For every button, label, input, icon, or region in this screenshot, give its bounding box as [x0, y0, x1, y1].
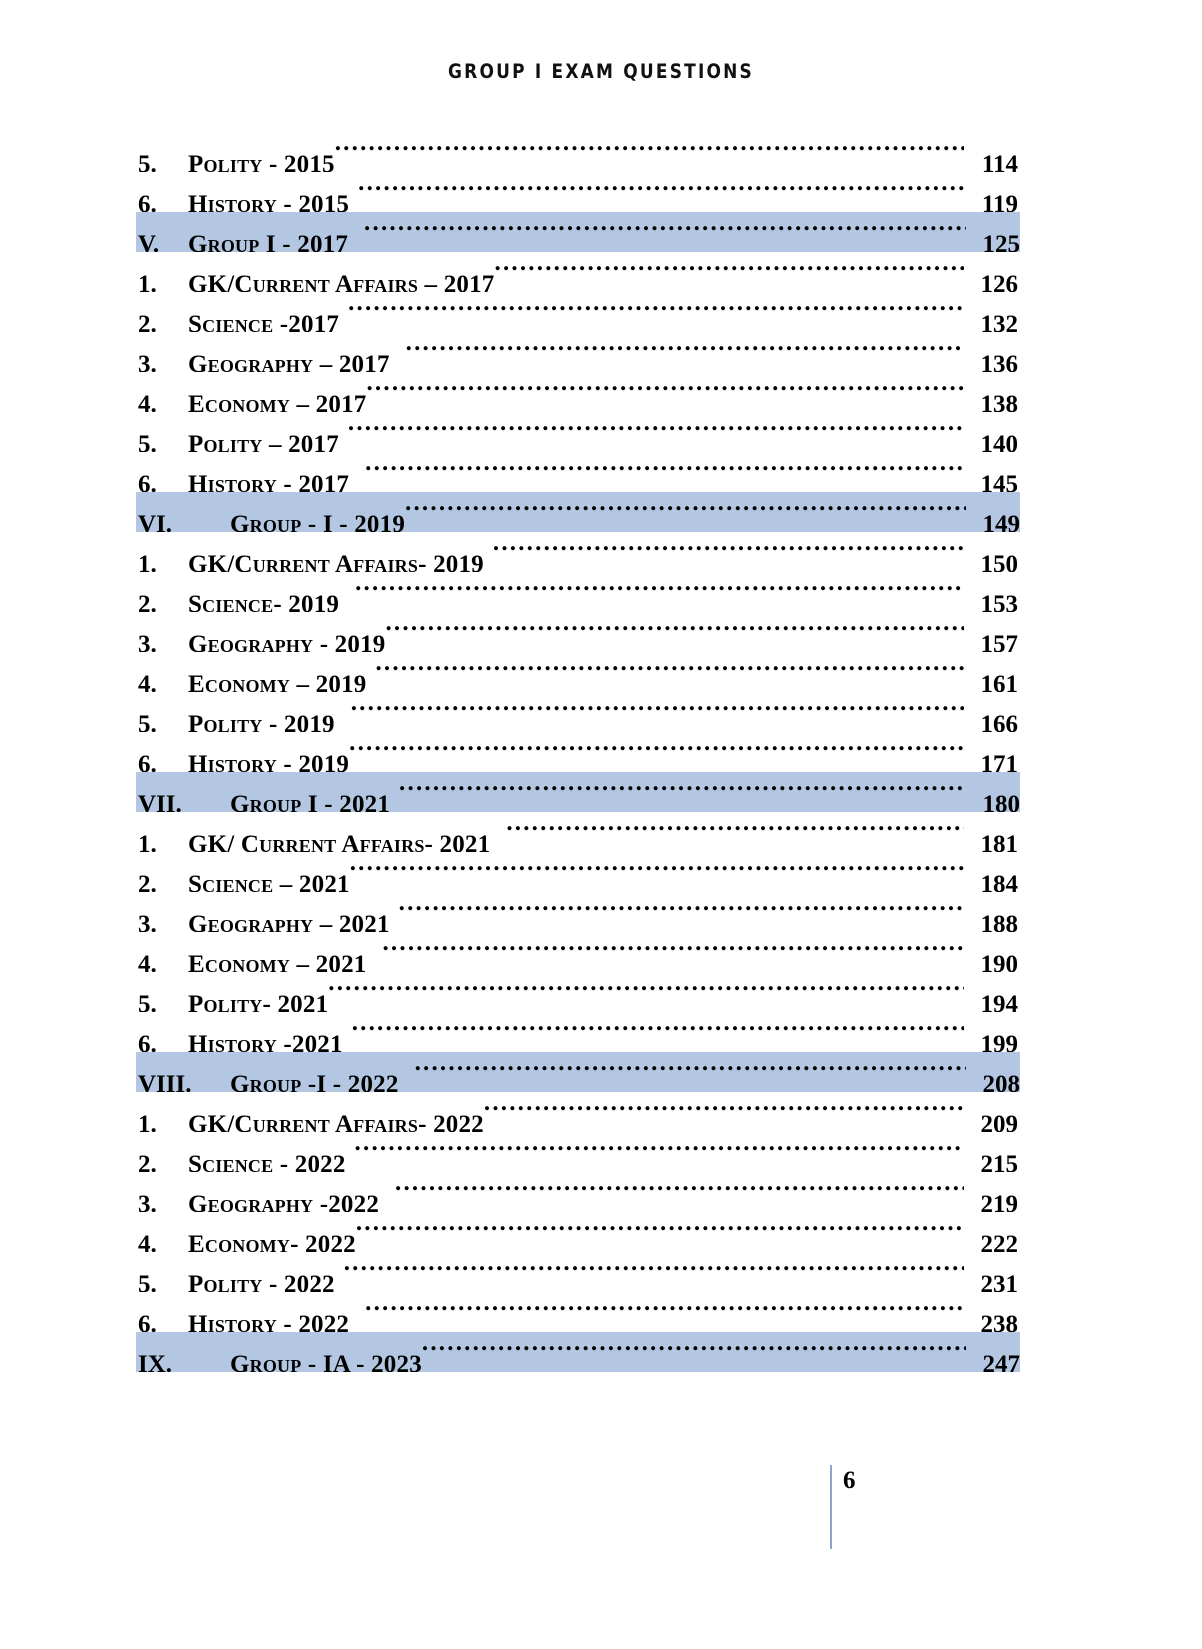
toc-entry-title: Economy – 2019 [188, 671, 367, 692]
toc-dot-leader [365, 1292, 964, 1332]
toc-dot-leader [375, 652, 964, 692]
toc-entry-row[interactable] [138, 1252, 1018, 1292]
toc-entry-title: Science- 2019 [188, 591, 340, 612]
toc-dot-leader [506, 812, 964, 852]
toc-entry-number: 6. [138, 471, 157, 492]
toc-entry-title: Polity - 2019 [188, 711, 335, 732]
toc-entry-title: Science -2017 [188, 311, 340, 332]
toc-entry-number: 1. [138, 1111, 157, 1132]
toc-entry-row[interactable] [138, 452, 1018, 492]
toc-dot-leader [366, 372, 964, 412]
toc-entry-title: History - 2017 [188, 471, 350, 492]
toc-entry-row[interactable] [138, 732, 1018, 772]
toc-entry-title: Geography -2022 [188, 1191, 380, 1212]
toc-entry-number: 6. [138, 751, 157, 772]
toc-section-row[interactable] [136, 212, 1020, 252]
toc-entry-number: 4. [138, 671, 157, 692]
toc-entry-page-number: 153 [980, 591, 1018, 612]
page-footer [0, 1465, 1202, 1555]
toc-entry-title: Group -I - 2022 [230, 1071, 399, 1092]
toc-entry-page-number: 231 [980, 1271, 1018, 1292]
toc-entry-row[interactable] [138, 892, 1018, 932]
toc-entry-title: History - 2022 [188, 1311, 350, 1332]
toc-entry-page-number: 125 [982, 231, 1020, 252]
toc-entry-row[interactable] [138, 132, 1018, 172]
toc-entry-title: Group I - 2021 [230, 791, 391, 812]
toc-entry-page-number: 238 [980, 1311, 1018, 1332]
toc-entry-title: Economy- 2022 [188, 1231, 356, 1252]
toc-dot-leader [415, 1052, 966, 1092]
toc-entry-row[interactable] [138, 812, 1018, 852]
toc-entry-page-number: 188 [980, 911, 1018, 932]
toc-dot-leader [355, 1132, 964, 1172]
toc-entry-page-number: 190 [980, 951, 1018, 972]
toc-entry-row[interactable] [138, 692, 1018, 732]
toc-entry-title: Polity - 2022 [188, 1271, 335, 1292]
toc-entry-row[interactable] [138, 1292, 1018, 1332]
toc-entry-number: 3. [138, 911, 157, 932]
toc-entry-title: Geography - 2019 [188, 631, 386, 652]
toc-dot-leader [385, 612, 964, 652]
toc-entry-number: 2. [138, 591, 157, 612]
toc-entry-row[interactable] [138, 532, 1018, 572]
toc-dot-leader [495, 252, 965, 292]
toc-entry-page-number: 114 [981, 151, 1018, 172]
toc-dot-leader [328, 972, 964, 1012]
toc-dot-leader [395, 1172, 964, 1212]
toc-dot-leader [348, 412, 964, 452]
toc-entry-number: 4. [138, 391, 157, 412]
toc-entry-number: 5. [138, 151, 157, 172]
toc-entry-number: V. [138, 231, 160, 252]
toc-entry-row[interactable] [138, 852, 1018, 892]
toc-dot-leader [355, 572, 964, 612]
toc-entry-title: Polity - 2015 [188, 151, 335, 172]
toc-dot-leader [406, 332, 964, 372]
toc-dot-leader [422, 1332, 966, 1372]
toc-section-row[interactable] [136, 1052, 1020, 1092]
toc-entry-title: History - 2015 [188, 191, 350, 212]
toc-entry-number: 3. [138, 1191, 157, 1212]
footer-page-number: 6 [843, 1467, 856, 1494]
toc-entry-page-number: 219 [980, 1191, 1018, 1212]
toc-dot-leader [382, 932, 964, 972]
toc-entry-row[interactable] [138, 172, 1018, 212]
toc-entry-number: 6. [138, 1031, 157, 1052]
toc-entry-row[interactable] [138, 652, 1018, 692]
toc-entry-page-number: 138 [980, 391, 1018, 412]
table-of-contents [138, 132, 1018, 1372]
toc-entry-row[interactable] [138, 1212, 1018, 1252]
toc-entry-page-number: 150 [980, 551, 1018, 572]
toc-entry-number: 1. [138, 271, 157, 292]
toc-entry-title: GK/Current Affairs- 2019 [188, 551, 484, 572]
toc-entry-page-number: 157 [980, 631, 1018, 652]
toc-entry-page-number: 136 [980, 351, 1018, 372]
toc-dot-leader [399, 772, 966, 812]
toc-entry-title: Geography – 2021 [188, 911, 390, 932]
toc-entry-row[interactable] [138, 1012, 1018, 1052]
toc-entry-title: Polity- 2021 [188, 991, 329, 1012]
toc-entry-row[interactable] [138, 972, 1018, 1012]
toc-section-row[interactable] [136, 772, 1020, 812]
toc-entry-page-number: 199 [980, 1031, 1018, 1052]
running-header [0, 62, 1202, 82]
toc-dot-leader [348, 292, 964, 332]
toc-entry-number: 5. [138, 991, 157, 1012]
toc-entry-row[interactable] [138, 412, 1018, 452]
toc-section-row[interactable] [136, 492, 1020, 532]
toc-entry-title: History - 2019 [188, 751, 350, 772]
toc-entry-page-number: 247 [982, 1351, 1020, 1372]
toc-entry-title: Polity – 2017 [188, 431, 339, 452]
toc-entry-number: 5. [138, 711, 157, 732]
toc-entry-title: GK/ Current Affairs- 2021 [188, 831, 491, 852]
toc-entry-number: 3. [138, 351, 157, 372]
toc-entry-title: Economy – 2017 [188, 391, 367, 412]
toc-entry-page-number: 161 [980, 671, 1018, 692]
toc-entry-title: GK/Current Affairs- 2022 [188, 1111, 484, 1132]
toc-entry-page-number: 126 [980, 271, 1018, 292]
toc-entry-number: 6. [138, 191, 157, 212]
toc-entry-number: 3. [138, 631, 157, 652]
toc-entry-number: VI. [138, 511, 173, 532]
toc-entry-number: 5. [138, 1271, 157, 1292]
toc-entry-title: Economy – 2021 [188, 951, 367, 972]
toc-entry-number: IX. [138, 1351, 173, 1372]
toc-dot-leader [358, 172, 964, 212]
toc-entry-title: Group - IA - 2023 [230, 1351, 422, 1372]
toc-entry-row[interactable] [138, 372, 1018, 412]
toc-entry-title: Geography – 2017 [188, 351, 390, 372]
toc-entry-page-number: 140 [980, 431, 1018, 452]
toc-entry-row[interactable] [138, 1132, 1018, 1172]
toc-entry-page-number: 180 [982, 791, 1020, 812]
toc-dot-leader [352, 1012, 964, 1052]
toc-dot-leader [350, 852, 964, 892]
toc-entry-page-number: 145 [980, 471, 1018, 492]
toc-entry-row[interactable] [138, 292, 1018, 332]
toc-entry-page-number: 208 [982, 1071, 1020, 1092]
toc-entry-number: 5. [138, 431, 157, 452]
toc-entry-title: History -2021 [188, 1031, 343, 1052]
toc-entry-number: 4. [138, 951, 157, 972]
toc-entry-page-number: 222 [980, 1231, 1018, 1252]
toc-entry-number: VII. [138, 791, 182, 812]
footer-rule [830, 1465, 832, 1549]
toc-entry-number: 2. [138, 871, 157, 892]
toc-dot-leader [484, 1092, 964, 1132]
toc-entry-page-number: 184 [980, 871, 1018, 892]
toc-dot-leader [356, 1212, 964, 1252]
toc-entry-row[interactable] [138, 932, 1018, 972]
toc-entry-number: 1. [138, 551, 157, 572]
toc-entry-page-number: 181 [980, 831, 1018, 852]
toc-entry-row[interactable] [138, 1092, 1018, 1132]
toc-entry-page-number: 119 [981, 191, 1018, 212]
toc-entry-row[interactable] [138, 572, 1018, 612]
toc-entry-page-number: 209 [980, 1111, 1018, 1132]
toc-entry-number: 2. [138, 311, 157, 332]
toc-dot-leader [335, 132, 964, 172]
toc-dot-leader [493, 532, 964, 572]
toc-entry-number: 2. [138, 1151, 157, 1172]
toc-dot-leader [351, 692, 964, 732]
toc-dot-leader [399, 892, 964, 932]
toc-entry-number: 6. [138, 1311, 157, 1332]
toc-dot-leader [344, 1252, 964, 1292]
toc-entry-page-number: 166 [980, 711, 1018, 732]
toc-entry-title: Group I - 2017 [188, 231, 349, 252]
toc-dot-leader [365, 452, 964, 492]
toc-entry-page-number: 171 [980, 751, 1018, 772]
toc-entry-page-number: 149 [982, 511, 1020, 532]
toc-entry-title: GK/Current Affairs – 2017 [188, 271, 495, 292]
toc-entry-page-number: 194 [980, 991, 1018, 1012]
toc-entry-number: 1. [138, 831, 157, 852]
toc-entry-title: Science - 2022 [188, 1151, 346, 1172]
toc-entry-page-number: 132 [980, 311, 1018, 332]
toc-entry-row[interactable] [138, 1172, 1018, 1212]
toc-entry-number: VIII. [138, 1071, 192, 1092]
toc-entry-page-number: 215 [980, 1151, 1018, 1172]
toc-entry-number: 4. [138, 1231, 157, 1252]
toc-dot-leader [364, 212, 966, 252]
toc-dot-leader [349, 732, 964, 772]
toc-entry-row[interactable] [138, 612, 1018, 652]
toc-entry-title: Science – 2021 [188, 871, 350, 892]
toc-section-row[interactable] [136, 1332, 1020, 1372]
running-header-title: GROUP I EXAM QUESTIONS [448, 60, 754, 84]
toc-entry-title: Group - I - 2019 [230, 511, 406, 532]
toc-entry-row[interactable] [138, 252, 1018, 292]
toc-dot-leader [405, 492, 966, 532]
toc-entry-row[interactable] [138, 332, 1018, 372]
